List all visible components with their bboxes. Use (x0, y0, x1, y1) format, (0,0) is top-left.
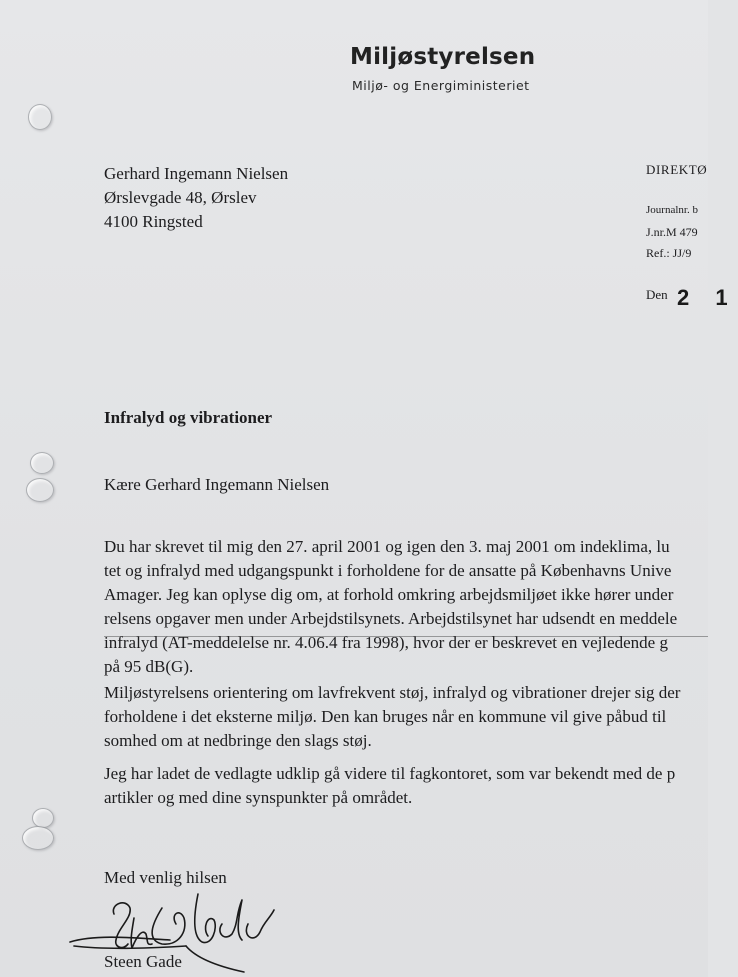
paragraph2-line: somhed om at nedbringe den slags støj. (104, 731, 372, 750)
reference: Ref.: JJ/9 (646, 246, 692, 260)
date-stamp: 2 1 (677, 285, 738, 310)
brand-logo-text: Miljøstyrelsen (350, 44, 536, 70)
closing-phrase: Med venlig hilsen (104, 868, 227, 887)
paragraph3-line: Jeg har ladet de vedlagte udklip gå videre til fagkontoret, som var bekendt med de p (104, 764, 676, 783)
punch-hole-middle-b (26, 478, 54, 502)
handwritten-signature (66, 884, 306, 977)
paragraph1-line: på 95 dB(G). (104, 657, 194, 676)
paragraph3-line: artikler og med dine synspunkter på området. (104, 788, 413, 807)
paragraph2-line: Miljøstyrelsens orientering om lavfrekvent støj, infralyd og vibrationer drejer sig der (104, 683, 681, 702)
punch-hole-bottom-b (22, 826, 54, 850)
date-label: Den (646, 287, 668, 302)
recipient-name: Gerhard Ingemann Nielsen (104, 164, 289, 183)
punch-hole-middle-a (30, 452, 54, 474)
signer-name: Steen Gade (104, 952, 182, 971)
salutation: Kære Gerhard Ingemann Nielsen (104, 475, 330, 494)
punch-hole-top (28, 104, 52, 130)
stray-pen-line (104, 636, 708, 637)
paragraph1-line: relsens opgaver men under Arbejdstilsynets. Arbejdstilsynet har udsendt en meddele (104, 609, 678, 628)
recipient-street: Ørslevgade 48, Ørslev (104, 188, 257, 207)
department-label: DIREKTØ (646, 162, 708, 177)
letter-subject: Infralyd og vibrationer (104, 408, 273, 427)
ministry-name: Miljø- og Energiministeriet (352, 78, 530, 93)
punch-hole-bottom-a (32, 808, 54, 828)
paragraph1-line: Amager. Jeg kan oplyse dig om, at forhold omkring arbejdsmiljøet ikke hører under (104, 585, 674, 604)
paragraph2-line: forholdene i det eksterne miljø. Den kan bruges når en kommune vil give påbud til (104, 707, 667, 726)
recipient-city: 4100 Ringsted (104, 212, 203, 231)
paragraph1-line: tet og infralyd med udgangspunkt i forholdene for de ansatte på Københavns Unive (104, 561, 672, 580)
paragraph1-line: Du har skrevet til mig den 27. april 2001 og igen den 3. maj 2001 om indeklima, lu (104, 537, 670, 556)
journal-number: J.nr.M 479 (646, 225, 698, 239)
journal-label: Journalnr. b (646, 204, 698, 216)
paragraph1-line: infralyd (AT-meddelelse nr. 4.06.4 fra 1998), hvor der er beskrevet en vejledende g (104, 633, 668, 652)
